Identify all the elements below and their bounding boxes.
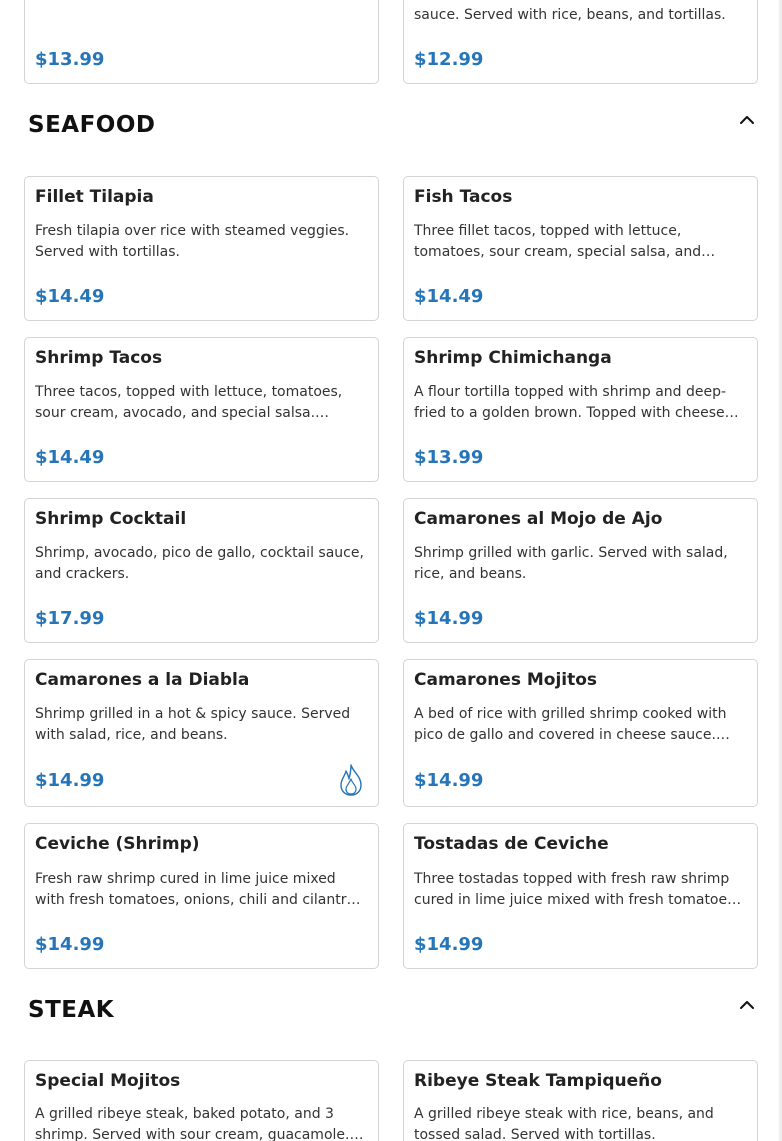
section-header-seafood[interactable] [28, 110, 768, 140]
item-name: Camarones a la Diabla [35, 670, 250, 690]
menu-item-card[interactable] [24, 659, 379, 807]
item-description: A bed of rice with grilled shrimp cooked with pico de gallo and covered in cheese sauce.… [414, 706, 730, 743]
item-name: Ribeye Steak Tampiqueño [414, 1071, 662, 1091]
item-name: Shrimp Chimichanga [414, 348, 612, 368]
menu-item-card[interactable] [24, 176, 379, 321]
item-description: A grilled ribeye steak, baked potato, and 3 shrimp. Served with sour cream, guacamole.… [35, 1106, 364, 1141]
item-description: Three tacos, topped with lettuce, tomatoes, sour cream, avocado, and special salsa.… [35, 384, 343, 421]
menu-item-card[interactable] [24, 823, 379, 969]
item-price: $13.99 [414, 447, 484, 468]
spicy-flame-icon [337, 763, 365, 797]
item-name: Tostadas de Ceviche [414, 834, 609, 854]
item-name: Shrimp Tacos [35, 348, 163, 368]
menu-item-card[interactable] [24, 498, 379, 643]
menu-item-card[interactable] [403, 0, 758, 84]
item-name: Fillet Tilapia [35, 187, 154, 207]
section-title: STEAK [28, 997, 115, 1023]
menu-item-card[interactable] [24, 337, 379, 482]
section-header-steak[interactable] [28, 995, 768, 1025]
item-price: $14.99 [35, 770, 105, 791]
item-name: Special Mojitos [35, 1071, 181, 1091]
menu-item-card[interactable] [403, 176, 758, 321]
item-description: Fresh raw shrimp cured in lime juice mixed with fresh tomatoes, onions, chili and cilantr… [35, 871, 361, 908]
item-description: Three tostadas topped with fresh raw shrimp cured in lime juice mixed with fresh tomatoe… [414, 871, 742, 908]
item-price: $14.99 [35, 934, 105, 955]
menu-item-card[interactable] [403, 337, 758, 482]
item-price: $13.99 [35, 49, 105, 70]
menu-item-card[interactable] [24, 0, 379, 84]
section-title: SEAFOOD [28, 112, 156, 138]
item-description: Shrimp, avocado, pico de gallo, cocktail sauce, and crackers. [35, 545, 364, 582]
item-name: Camarones al Mojo de Ajo [414, 509, 663, 529]
menu-item-card[interactable] [403, 659, 758, 807]
menu-item-card[interactable] [24, 1060, 379, 1141]
item-description: A flour tortilla topped with shrimp and deep-fried to a golden brown. Topped with cheese… [414, 384, 739, 421]
item-description: Fresh tilapia over rice with steamed veggies. Served with tortillas. [35, 223, 350, 260]
item-name: Shrimp Cocktail [35, 509, 187, 529]
item-name: Fish Tacos [414, 187, 513, 207]
item-description: Shrimp grilled in a hot & spicy sauce. Served with salad, rice, and beans. [35, 706, 351, 743]
item-price: $14.49 [414, 286, 484, 307]
chevron-up-icon[interactable] [736, 995, 758, 1017]
item-price: $14.99 [414, 770, 484, 791]
item-name: Camarones Mojitos [414, 670, 598, 690]
item-price: $17.99 [35, 608, 105, 629]
item-name: Ceviche (Shrimp) [35, 834, 200, 854]
item-price: $12.99 [414, 49, 484, 70]
item-price: $14.99 [414, 934, 484, 955]
item-description: sauce. Served with rice, beans, and tortillas. [414, 7, 726, 23]
item-description: Three fillet tacos, topped with lettuce, tomatoes, sour cream, special salsa, and… [414, 223, 716, 260]
menu-item-card[interactable] [403, 498, 758, 643]
item-price: $14.49 [35, 286, 105, 307]
chevron-up-icon[interactable] [736, 110, 758, 132]
item-description: A grilled ribeye steak with rice, beans, and tossed salad. Served with tortillas. [414, 1106, 714, 1141]
item-description: Shrimp grilled with garlic. Served with salad, rice, and beans. [414, 545, 728, 582]
item-price: $14.99 [414, 608, 484, 629]
menu-item-card[interactable] [403, 823, 758, 969]
item-price: $14.49 [35, 447, 105, 468]
menu-item-card[interactable] [403, 1060, 758, 1141]
